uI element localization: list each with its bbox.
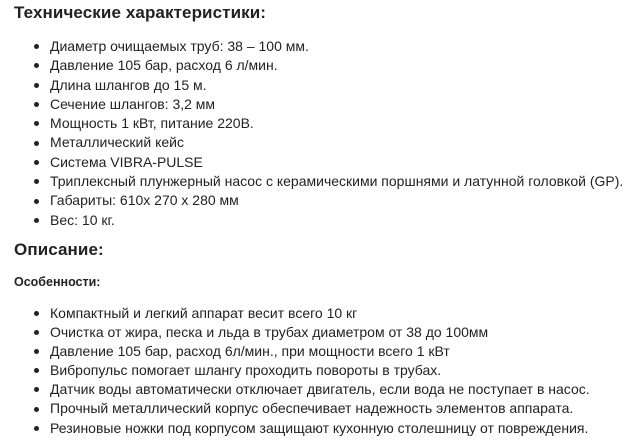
feature-item bbox=[0, 342, 590, 361]
specs-heading: Технические характеристики: bbox=[14, 3, 267, 22]
feature-item-text: Давление 105 бар, расход 6л/мин., при мощности всего 1 кВт bbox=[50, 343, 450, 360]
spec-item bbox=[0, 37, 623, 56]
bullet-dot-icon bbox=[34, 141, 39, 146]
spec-item-text: Сечение шлангов: 3,2 мм bbox=[50, 95, 216, 112]
bullet-dot-icon bbox=[34, 426, 39, 431]
features-subheading: Особенности: bbox=[14, 275, 101, 289]
bullet-dot-icon bbox=[34, 311, 39, 316]
spec-item-text: Давление 105 бар, расход 6 л/мин. bbox=[50, 57, 278, 74]
feature-item-text: Резиновые ножки под корпусом защищают кухонную столешницу от повреждения. bbox=[50, 419, 589, 436]
feature-item-text: Вибропульс помогает шлангу проходить повороты в трубах. bbox=[50, 362, 442, 379]
spec-item-text: Система VIBRA-PULSE bbox=[50, 153, 203, 170]
bullet-dot-icon bbox=[34, 387, 39, 392]
spec-item-text: Металлический кейс bbox=[50, 134, 184, 151]
feature-item-text: Компактный и легкий аппарат весит всего 10 кг bbox=[50, 305, 358, 321]
feature-item-text: Очистка от жира, песка и льда в трубах диаметром от 38 до 100мм bbox=[50, 324, 489, 341]
spec-item-text: Вес: 10 кг. bbox=[50, 211, 115, 228]
spec-item bbox=[0, 211, 623, 230]
feature-item-text: Прочный металлический корпус обеспечивает надежность элементов аппарата. bbox=[50, 400, 574, 417]
spec-item-text: Диаметр очищаемых труб: 38 – 100 мм. bbox=[50, 38, 309, 54]
feature-item bbox=[0, 399, 590, 418]
bullet-dot-icon bbox=[34, 407, 39, 412]
feature-item bbox=[0, 361, 590, 380]
spec-item bbox=[0, 133, 623, 152]
bullet-dot-icon bbox=[34, 199, 39, 204]
feature-item bbox=[0, 323, 590, 342]
feature-item-text: Датчик воды автоматически отключает двигатель, если вода не поступает в насос. bbox=[50, 381, 590, 398]
spec-item bbox=[0, 172, 623, 191]
bullet-dot-icon bbox=[34, 63, 39, 68]
bullet-dot-icon bbox=[34, 121, 39, 126]
description-heading: Описание: bbox=[14, 240, 104, 259]
spec-item bbox=[0, 56, 623, 75]
spec-item bbox=[0, 114, 623, 133]
spec-item-text: Триплексный плунжерный насос с керамическими поршнями и латунной головкой (GP). bbox=[50, 173, 624, 190]
bullet-dot-icon bbox=[34, 368, 39, 373]
spec-item bbox=[0, 95, 623, 114]
bullet-dot-icon bbox=[34, 160, 39, 165]
bullet-dot-icon bbox=[34, 330, 39, 335]
spec-item-text: Мощность 1 кВт, питание 220В. bbox=[50, 115, 254, 132]
specs-list bbox=[0, 37, 623, 230]
spec-item-text: Длина шлангов до 15 м. bbox=[50, 76, 207, 93]
feature-item bbox=[0, 419, 590, 438]
spec-item bbox=[0, 76, 623, 95]
feature-item bbox=[0, 380, 590, 399]
spec-item-text: Габариты: 610х 270 х 280 мм bbox=[50, 192, 239, 209]
bullet-dot-icon bbox=[34, 83, 39, 88]
feature-item bbox=[0, 304, 590, 323]
bullet-dot-icon bbox=[34, 218, 39, 223]
features-list bbox=[0, 304, 590, 438]
bullet-dot-icon bbox=[34, 44, 39, 49]
spec-item bbox=[0, 153, 623, 172]
bullet-dot-icon bbox=[34, 349, 39, 354]
spec-item bbox=[0, 191, 623, 210]
bullet-dot-icon bbox=[34, 179, 39, 184]
bullet-dot-icon bbox=[34, 102, 39, 107]
